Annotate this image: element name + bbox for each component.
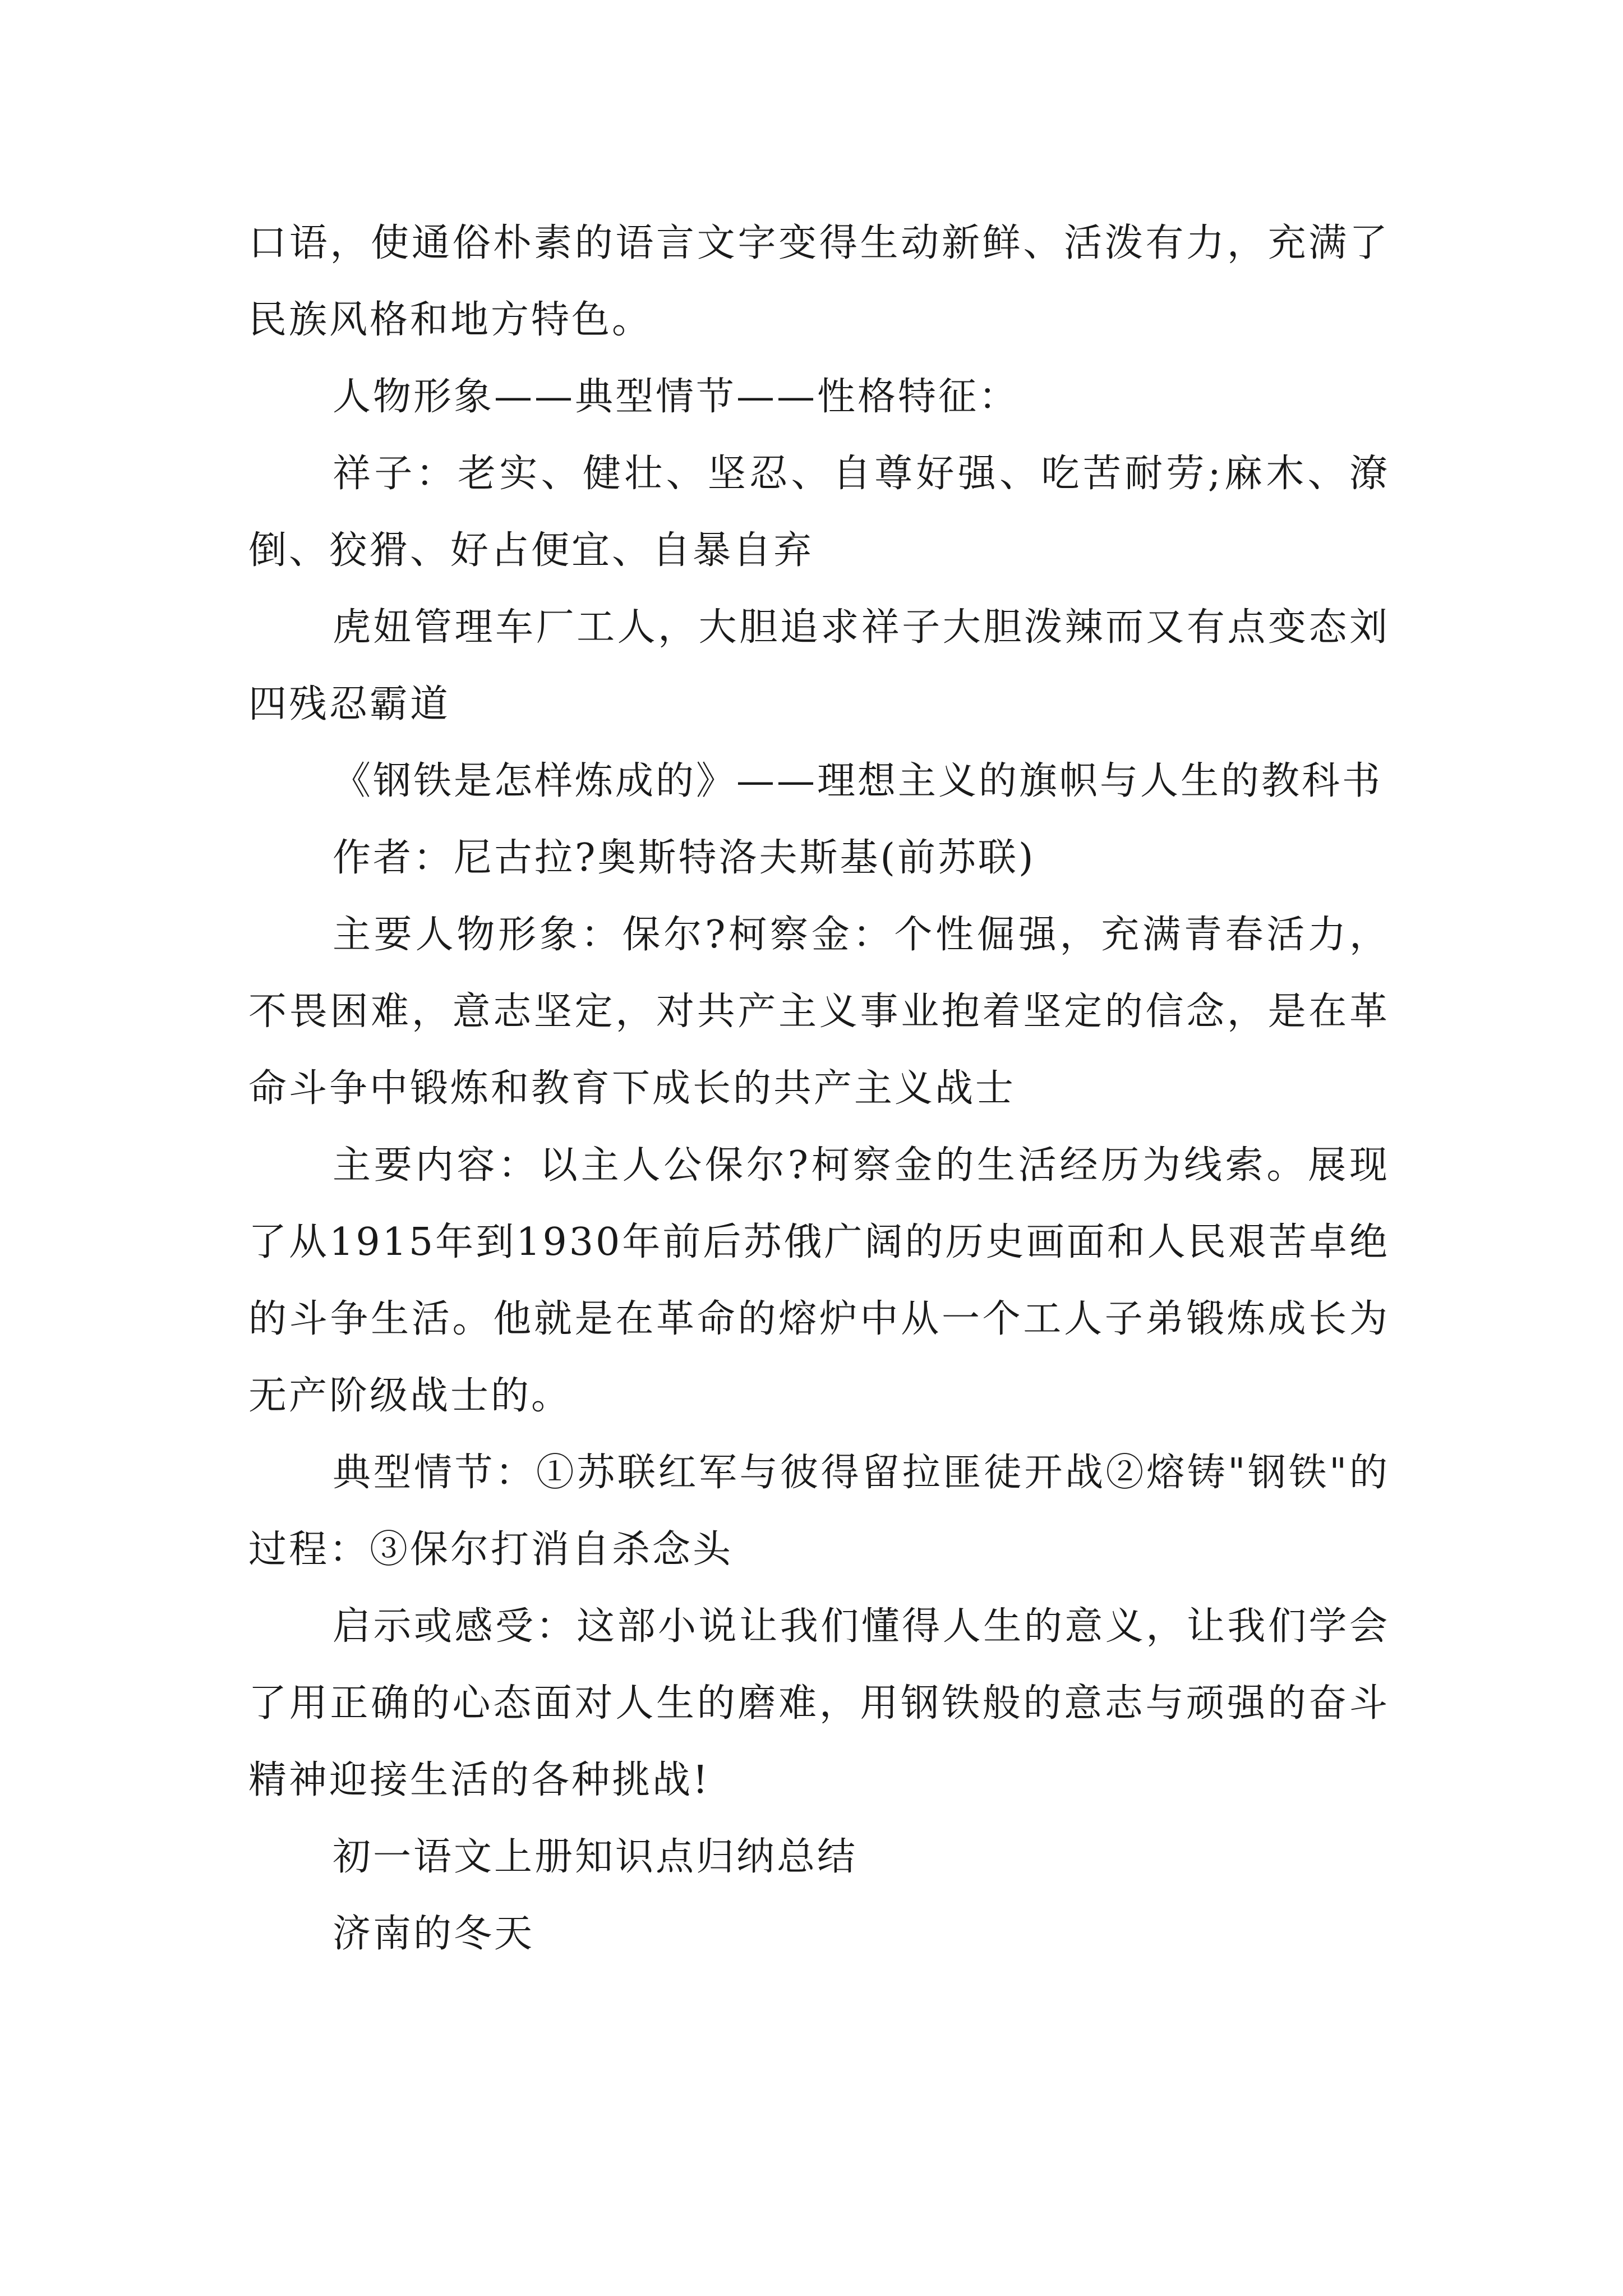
paragraph-inspiration: 启示或感受：这部小说让我们懂得人生的意义，让我们学会了用正确的心态面对人生的磨难，用钢铁般的意志与顽强的奋斗精神迎接生活的各种挑战!	[248, 1604, 1390, 1802]
paragraph-main-content: 主要内容：以主人公保尔?柯察金的生活经历为线索。展现了从1915年到1930年前后苏俄广阔的历史画面和人民艰苦卓绝的斗争生活。他就是在革命的熔炉中从一个工人子弟锻炼成长为无产阶级战士的。	[248, 1143, 1390, 1418]
paragraph-xiangzi: 祥子：老实、健壮、坚忍、自尊好强、吃苦耐劳;麻木、潦倒、狡猾、好占便宜、自暴自弃	[248, 452, 1390, 573]
paragraph-author: 作者：尼古拉?奥斯特洛夫斯基(前苏联)	[333, 836, 1036, 880]
paragraph-huniu: 虎妞管理车厂工人，大胆追求祥子大胆泼辣而又有点变态刘四残忍霸道	[248, 605, 1390, 726]
document-body	[248, 205, 1390, 1972]
paragraph-book-title: 《钢铁是怎样炼成的》——理想主义的旗帜与人生的教科书	[333, 759, 1383, 803]
paragraph-character-heading: 人物形象——典型情节——性格特征：	[333, 375, 1020, 419]
paragraph-jinan-winter: 济南的冬天	[333, 1912, 535, 1956]
paragraph-section-title: 初一语文上册知识点归纳总结	[333, 1835, 858, 1879]
paragraph-typical-plot: 典型情节：①苏联红军与彼得留拉匪徒开战②熔铸"钢铁"的过程：③保尔打消自杀念头	[248, 1451, 1390, 1572]
paragraph-main-character: 主要人物形象：保尔?柯察金：个性倔强，充满青春活力，不畏困难，意志坚定，对共产主义事业抱着坚定的信念，是在革命斗争中锻炼和教育下成长的共产主义战士	[248, 913, 1390, 1111]
paragraph-intro-continuation: 口语，使通俗朴素的语言文字变得生动新鲜、活泼有力，充满了民族风格和地方特色。	[248, 221, 1390, 342]
